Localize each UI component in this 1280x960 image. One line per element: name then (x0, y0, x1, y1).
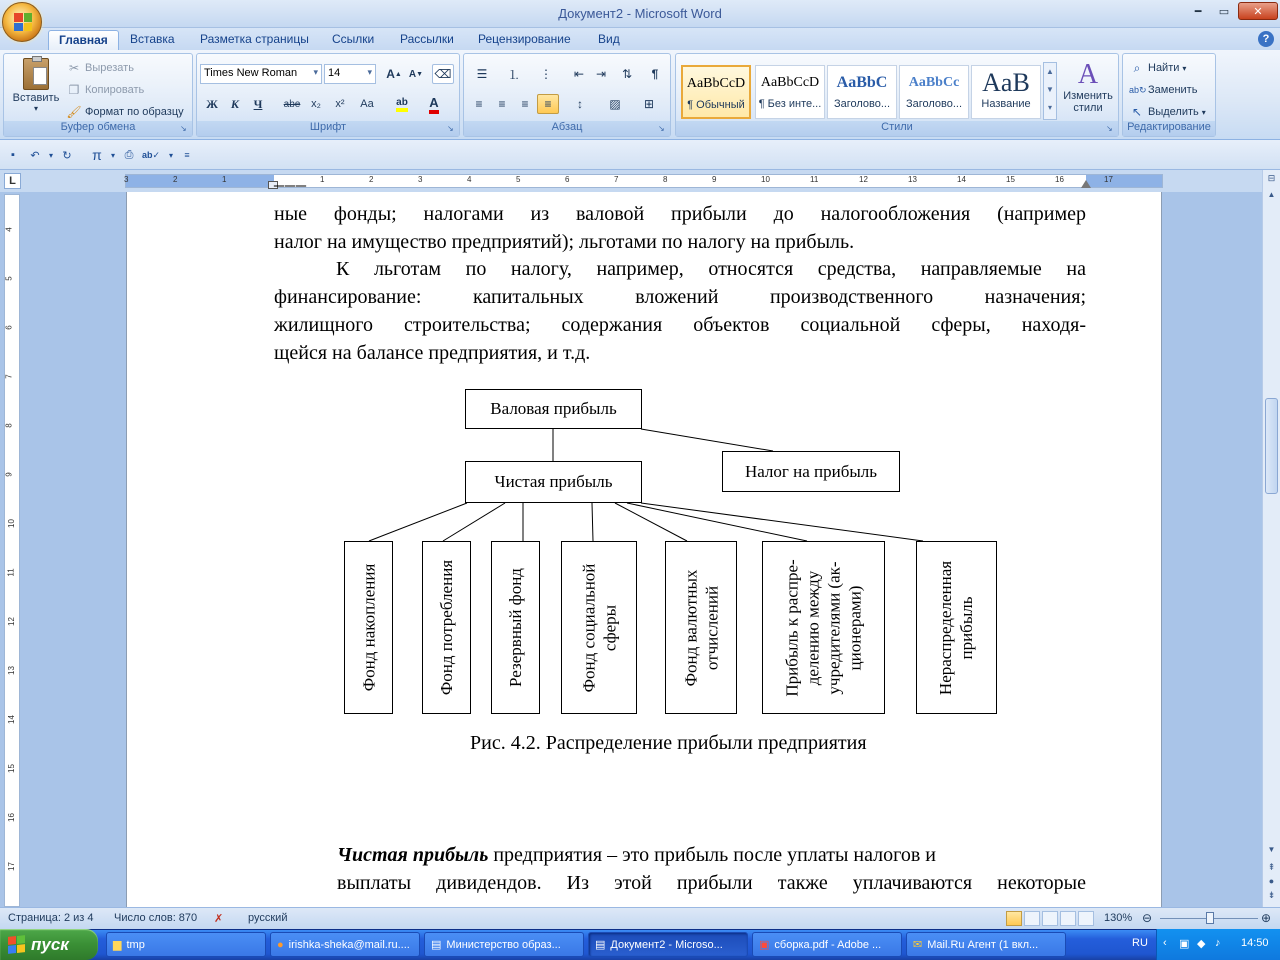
fund-label-line: Фонд валютных (681, 569, 700, 686)
body-text-line: Чистая прибыль предприятия – это прибыль после уплаты налогов и (337, 844, 936, 866)
taskbar-item[interactable]: ▤ Документ2 - Microso... (588, 932, 748, 957)
dialog-launcher-icon[interactable]: ↘ (447, 124, 454, 133)
zoom-out-icon[interactable]: ⊖ (1142, 911, 1153, 925)
ruler-tick-label: 11 (6, 568, 16, 577)
mail-agent-icon: ✉ (913, 939, 923, 951)
sort-icon[interactable]: ⇅ (621, 67, 633, 81)
dialog-launcher-icon[interactable]: ↘ (658, 124, 665, 133)
ruler-tick-label: 9 (4, 472, 14, 477)
paste-icon (23, 58, 49, 90)
group-label-font: Шрифт (197, 121, 459, 136)
help-icon[interactable]: ? (1258, 31, 1274, 47)
fund-label-line: Нераспределенная (936, 560, 956, 695)
format-painter-button[interactable]: 🖌 Формат по образцу (66, 105, 184, 119)
zoom-level[interactable]: 130% (1104, 912, 1133, 924)
paste-button[interactable]: Вставить ▾ (8, 58, 64, 112)
ruler-tick-label: 16 (6, 813, 16, 822)
clock[interactable]: 14:50 (1241, 937, 1269, 949)
increase-indent-icon[interactable]: ⇥ (595, 67, 607, 81)
cursor-icon: ↖ (1131, 105, 1143, 119)
ruler-tick-label: 12 (859, 175, 868, 184)
tab-mailings[interactable]: Рассылки (400, 32, 454, 46)
status-bar (0, 907, 1280, 929)
underline-button[interactable]: Ч (253, 96, 263, 111)
multilevel-list-icon[interactable]: ⋮ (540, 67, 552, 81)
group-label-styles: Стили (676, 121, 1118, 136)
vertical-ruler[interactable] (4, 194, 20, 907)
cut-button[interactable]: ✂ Вырезать (66, 60, 134, 76)
undo-dropdown-icon[interactable]: ▾ (48, 150, 53, 160)
copy-button[interactable]: ❐ Копировать (66, 82, 144, 98)
style-heading-1[interactable]: AaBbC Заголово... (827, 65, 897, 119)
body-text-line: финансирование: капитальных вложений производственного назначения; (274, 286, 1086, 308)
tab-stop-selector-icon[interactable]: L (4, 173, 21, 189)
office-button[interactable] (2, 2, 42, 42)
undo-icon[interactable]: ↶ (30, 149, 40, 162)
diagram-box-fund (491, 541, 540, 714)
word-doc-icon: ▤ (431, 939, 442, 951)
ruler-tick-label: 5 (4, 276, 14, 281)
spelling-dropdown-icon[interactable]: ▾ (168, 150, 173, 160)
change-styles-icon: A (1077, 59, 1099, 90)
ruler-tick-label: 9 (712, 175, 717, 184)
fund-label-line: Фонд социальной (579, 563, 599, 692)
folder-icon: ▆ (113, 939, 122, 951)
diagram-box-net-profit: Чистая прибыль (465, 461, 642, 503)
bullets-icon[interactable]: ☰ (476, 67, 488, 81)
cut-off-line: ___ (274, 167, 307, 189)
body-text-line: налог на имущество предприятий); льготами по налогу на прибыль. (274, 231, 855, 253)
fund-label-line: ционерами) (845, 585, 865, 670)
font-size-combo[interactable]: 14 ▾ (324, 64, 376, 84)
numbering-icon[interactable]: ⒈ (507, 67, 520, 82)
fund-label-line: Резервный фонд (506, 568, 525, 687)
select-button[interactable]: ↖ Выделить ▾ (1129, 104, 1206, 120)
pdf-icon: ▣ (759, 939, 770, 951)
equation-dropdown-icon[interactable]: ▾ (110, 150, 115, 160)
ruler-tick-label: 13 (6, 666, 16, 675)
ruler-tick-label: 14 (6, 715, 16, 724)
replace-button[interactable]: ab↻ Заменить (1129, 84, 1198, 96)
minimize-icon[interactable]: ━ (1194, 5, 1202, 18)
diagram-box-profit-tax: Налог на прибыль (722, 451, 900, 492)
prev-page-icon[interactable]: ⇞ (1267, 862, 1276, 872)
show-marks-button[interactable]: ¶ (651, 67, 659, 81)
ribbon-tabs (0, 28, 1280, 50)
tab-insert[interactable]: Вставка (130, 32, 175, 46)
full-screen-reading-icon[interactable] (1024, 911, 1040, 926)
term-net-profit: Чистая прибыль (337, 844, 489, 866)
ruler-tick-label: 2 (369, 175, 374, 184)
connector-line (592, 503, 593, 541)
font-color-icon[interactable]: A (421, 94, 447, 114)
font-name-combo[interactable]: Times New Roman ▾ (200, 64, 322, 84)
group-editing (1122, 53, 1216, 137)
page-counter[interactable]: Страница: 2 из 4 (8, 912, 94, 924)
ruler-tick-label: 15 (1006, 175, 1015, 184)
outline-view-icon[interactable] (1060, 911, 1076, 926)
draft-view-icon[interactable] (1078, 911, 1094, 926)
next-page-icon[interactable]: ⇟ (1267, 890, 1276, 900)
browse-object-icon[interactable]: ● (1268, 876, 1275, 886)
language-indicator[interactable]: русский (248, 912, 288, 924)
bold-button[interactable]: Ж (206, 96, 218, 111)
connector-line (615, 503, 687, 541)
change-styles-button[interactable]: A Изменить стили (1063, 59, 1113, 114)
highlight-icon[interactable]: ab (389, 94, 415, 114)
justify-icon[interactable]: ≡ (537, 94, 559, 114)
subscript-button[interactable]: x₂ (311, 98, 321, 110)
italic-button[interactable]: К (230, 96, 240, 111)
tab-references[interactable]: Ссылки (332, 32, 375, 46)
ruler-tick-label: 14 (957, 175, 966, 184)
tray-network-icon[interactable]: ▣ (1179, 938, 1190, 950)
print-layout-icon[interactable] (1006, 911, 1022, 926)
connector-line (641, 429, 773, 451)
diagram-box-fund (422, 541, 471, 714)
group-label-editing: Редактирование (1123, 121, 1215, 136)
taskbar-item[interactable]: ▤ Министерство образ... (424, 932, 584, 957)
body-text-line: ные фонды; налогами из валовой прибыли до налогообложения (например (274, 203, 1086, 225)
ruler-tick-label: 11 (810, 175, 819, 184)
clear-format-icon[interactable]: ⌫ (432, 64, 454, 84)
diagram-box-fund (762, 541, 885, 714)
tab-page-layout[interactable]: Разметка страницы (200, 32, 309, 46)
diagram-box-fund (916, 541, 997, 714)
right-margin-area (1086, 175, 1162, 187)
tray-expand-icon[interactable]: ‹ (1163, 937, 1167, 949)
line-spacing-icon[interactable]: ↕ (577, 97, 583, 111)
spelling-icon[interactable]: ab✓ (141, 149, 161, 160)
body-text-line: выплаты дивидендов. Из этой прибыли также уплачиваются некоторые (337, 872, 1086, 894)
office-logo-icon (14, 13, 32, 31)
superscript-button[interactable]: x² (335, 98, 345, 110)
ruler-tick-label: 17 (6, 862, 16, 871)
tray-volume-icon[interactable]: ♪ (1215, 937, 1221, 949)
ruler-tick-label: 16 (1055, 175, 1064, 184)
borders-icon[interactable]: ⊞ (643, 97, 655, 111)
strikethrough-button[interactable]: abe (283, 98, 301, 110)
language-bar[interactable]: RU (1132, 937, 1148, 949)
ruler-tick-label: 4 (4, 227, 14, 232)
close-icon[interactable]: ✕ (1238, 2, 1278, 20)
fund-label-line: Прибыль к распре- (782, 558, 802, 697)
ruler-tick-label: 3 (418, 175, 423, 184)
web-layout-icon[interactable] (1042, 911, 1058, 926)
find-button[interactable]: ⌕ Найти ▾ (1129, 60, 1186, 76)
save-icon[interactable]: ▪ (11, 149, 15, 161)
diagram-connectors (127, 192, 1163, 908)
scissors-icon: ✂ (68, 61, 80, 75)
ruler-tick-label: 10 (6, 519, 16, 528)
taskbar-item[interactable]: ✉ Mail.Ru Агент (1 вкл... (906, 932, 1066, 957)
system-tray (1156, 929, 1280, 960)
tab-review[interactable]: Рецензирование (478, 32, 571, 46)
ruler-tick-label: 2 (173, 175, 178, 184)
grow-font-icon[interactable]: A ▲ (386, 67, 402, 81)
ruler-tick-label: 1 (222, 175, 227, 184)
ruler-tick-label: 7 (4, 374, 14, 379)
maximize-icon[interactable]: ▭ (1218, 5, 1230, 18)
dialog-launcher-icon[interactable]: ↘ (1106, 124, 1113, 133)
taskbar-item[interactable]: ▆ tmp (106, 932, 266, 957)
body-text-line: жилищного строительства; содержания объектов социальной сферы, находя- (274, 314, 1086, 336)
fund-label-line: учредителями (ак- (824, 560, 844, 695)
align-center-icon[interactable]: ≡ (498, 97, 506, 111)
style-title[interactable]: AaB Название (971, 65, 1041, 119)
window-controls (1186, 2, 1278, 20)
body-text-line: К льготам по налогу, например, относятся средства, направляемые на (336, 258, 1086, 280)
tray-antivirus-icon[interactable]: ◆ (1197, 938, 1206, 950)
ruler-tick-label: 13 (908, 175, 917, 184)
diagram-box-fund (665, 541, 737, 714)
ruler-tick-label: 4 (467, 175, 472, 184)
styles-scroll-icon[interactable]: ▲ ▼ ▾ (1043, 62, 1057, 120)
diagram-box-fund (561, 541, 637, 714)
copy-icon: ❐ (68, 83, 80, 97)
fund-label-line: отчислений (702, 585, 721, 670)
replace-icon: ab↻ (1129, 85, 1147, 95)
dialog-launcher-icon[interactable]: ↘ (180, 124, 187, 133)
ruler-tick-label: 8 (663, 175, 668, 184)
zoom-slider-thumb[interactable] (1206, 912, 1214, 924)
word-doc-icon: ▤ (595, 939, 606, 951)
style-heading-2[interactable]: AaBbCc Заголово... (899, 65, 969, 119)
group-clipboard (3, 53, 193, 137)
taskbar-item[interactable]: ● irishka-sheka@mail.ru.... (270, 932, 420, 957)
align-right-icon[interactable]: ≡ (521, 97, 529, 111)
binoculars-icon: ⌕ (1133, 61, 1141, 75)
ruler-tick-label: 6 (4, 325, 14, 330)
group-paragraph (463, 53, 671, 137)
fund-label-line: сферы (600, 604, 620, 651)
diagram-box-gross-profit: Валовая прибыль (465, 389, 642, 429)
taskbar-item[interactable]: ▣ сборка.pdf - Adobe ... (752, 932, 902, 957)
redo-icon[interactable]: ↻ (62, 149, 72, 162)
paste-dropdown-icon[interactable]: ▾ (33, 104, 38, 113)
diagram-box-fund (344, 541, 393, 714)
vertical-scrollbar[interactable] (1262, 170, 1280, 907)
decrease-indent-icon[interactable]: ⇤ (573, 67, 585, 81)
ruler-tick-label: 5 (516, 175, 521, 184)
group-font (196, 53, 460, 137)
ruler-tick-label: 7 (614, 175, 619, 184)
word-count[interactable]: Число слов: 870 (114, 912, 198, 924)
view-buttons (1006, 911, 1094, 926)
ruler-tick-label: 12 (6, 617, 16, 626)
shading-icon[interactable]: ▨ (609, 97, 621, 111)
ruler-tick-label: 1 (320, 175, 325, 184)
style-normal[interactable]: AaBbCcD ¶ Обычный (681, 65, 751, 119)
firefox-icon: ● (277, 938, 284, 951)
print-icon[interactable]: ⎙ (124, 148, 134, 161)
change-case-button[interactable]: Aa (360, 98, 374, 110)
tab-view[interactable]: Вид (598, 32, 620, 46)
windows-logo-icon (8, 935, 25, 954)
fund-label-line: Фонд потребления (437, 559, 457, 696)
ruler-tick-label: 8 (4, 423, 14, 428)
tab-home[interactable]: Главная (48, 30, 119, 50)
brush-icon: 🖌 (66, 105, 82, 119)
fund-label-line: Фонд накопления (359, 563, 379, 692)
style-no-spacing[interactable]: AaBbCcD ¶ Без инте... (755, 65, 825, 119)
ribbon (0, 50, 1280, 140)
equation-icon[interactable]: π (92, 147, 102, 163)
ruler-tick-label: 6 (565, 175, 570, 184)
figure-caption: Рис. 4.2. Распределение прибыли предприятия (470, 732, 867, 754)
left-margin-area (126, 175, 274, 187)
ruler-tick-label: 17 (1104, 175, 1113, 184)
shrink-font-icon[interactable]: A ▼ (408, 68, 424, 80)
scroll-down-icon[interactable]: ▼ (1267, 845, 1276, 854)
scroll-thumb[interactable] (1265, 398, 1278, 494)
align-left-icon[interactable]: ≡ (475, 97, 483, 111)
ruler-toggle-icon[interactable]: ⊟ (1267, 173, 1276, 183)
customize-qat-icon[interactable]: ≡ (184, 150, 190, 160)
group-label-paragraph: Абзац (464, 121, 670, 136)
ruler-tick-label: 10 (761, 175, 770, 184)
fund-label-line: делению между (803, 570, 823, 685)
window-title: Документ2 - Microsoft Word (558, 6, 722, 21)
scroll-up-icon[interactable]: ▲ (1267, 190, 1276, 199)
group-label-clipboard: Буфер обмена (4, 121, 192, 136)
fund-label-line: прибыль (957, 596, 977, 660)
start-button[interactable]: пуск (0, 929, 98, 960)
proofing-icon[interactable]: ✗ (214, 913, 224, 925)
ruler-tick-label: 3 (124, 175, 129, 184)
body-text-line: щейся на балансе предприятия, и т.д. (274, 342, 591, 364)
ruler-tick-label: 15 (6, 764, 16, 773)
zoom-in-icon[interactable]: ⊕ (1261, 911, 1272, 925)
group-styles (675, 53, 1119, 137)
